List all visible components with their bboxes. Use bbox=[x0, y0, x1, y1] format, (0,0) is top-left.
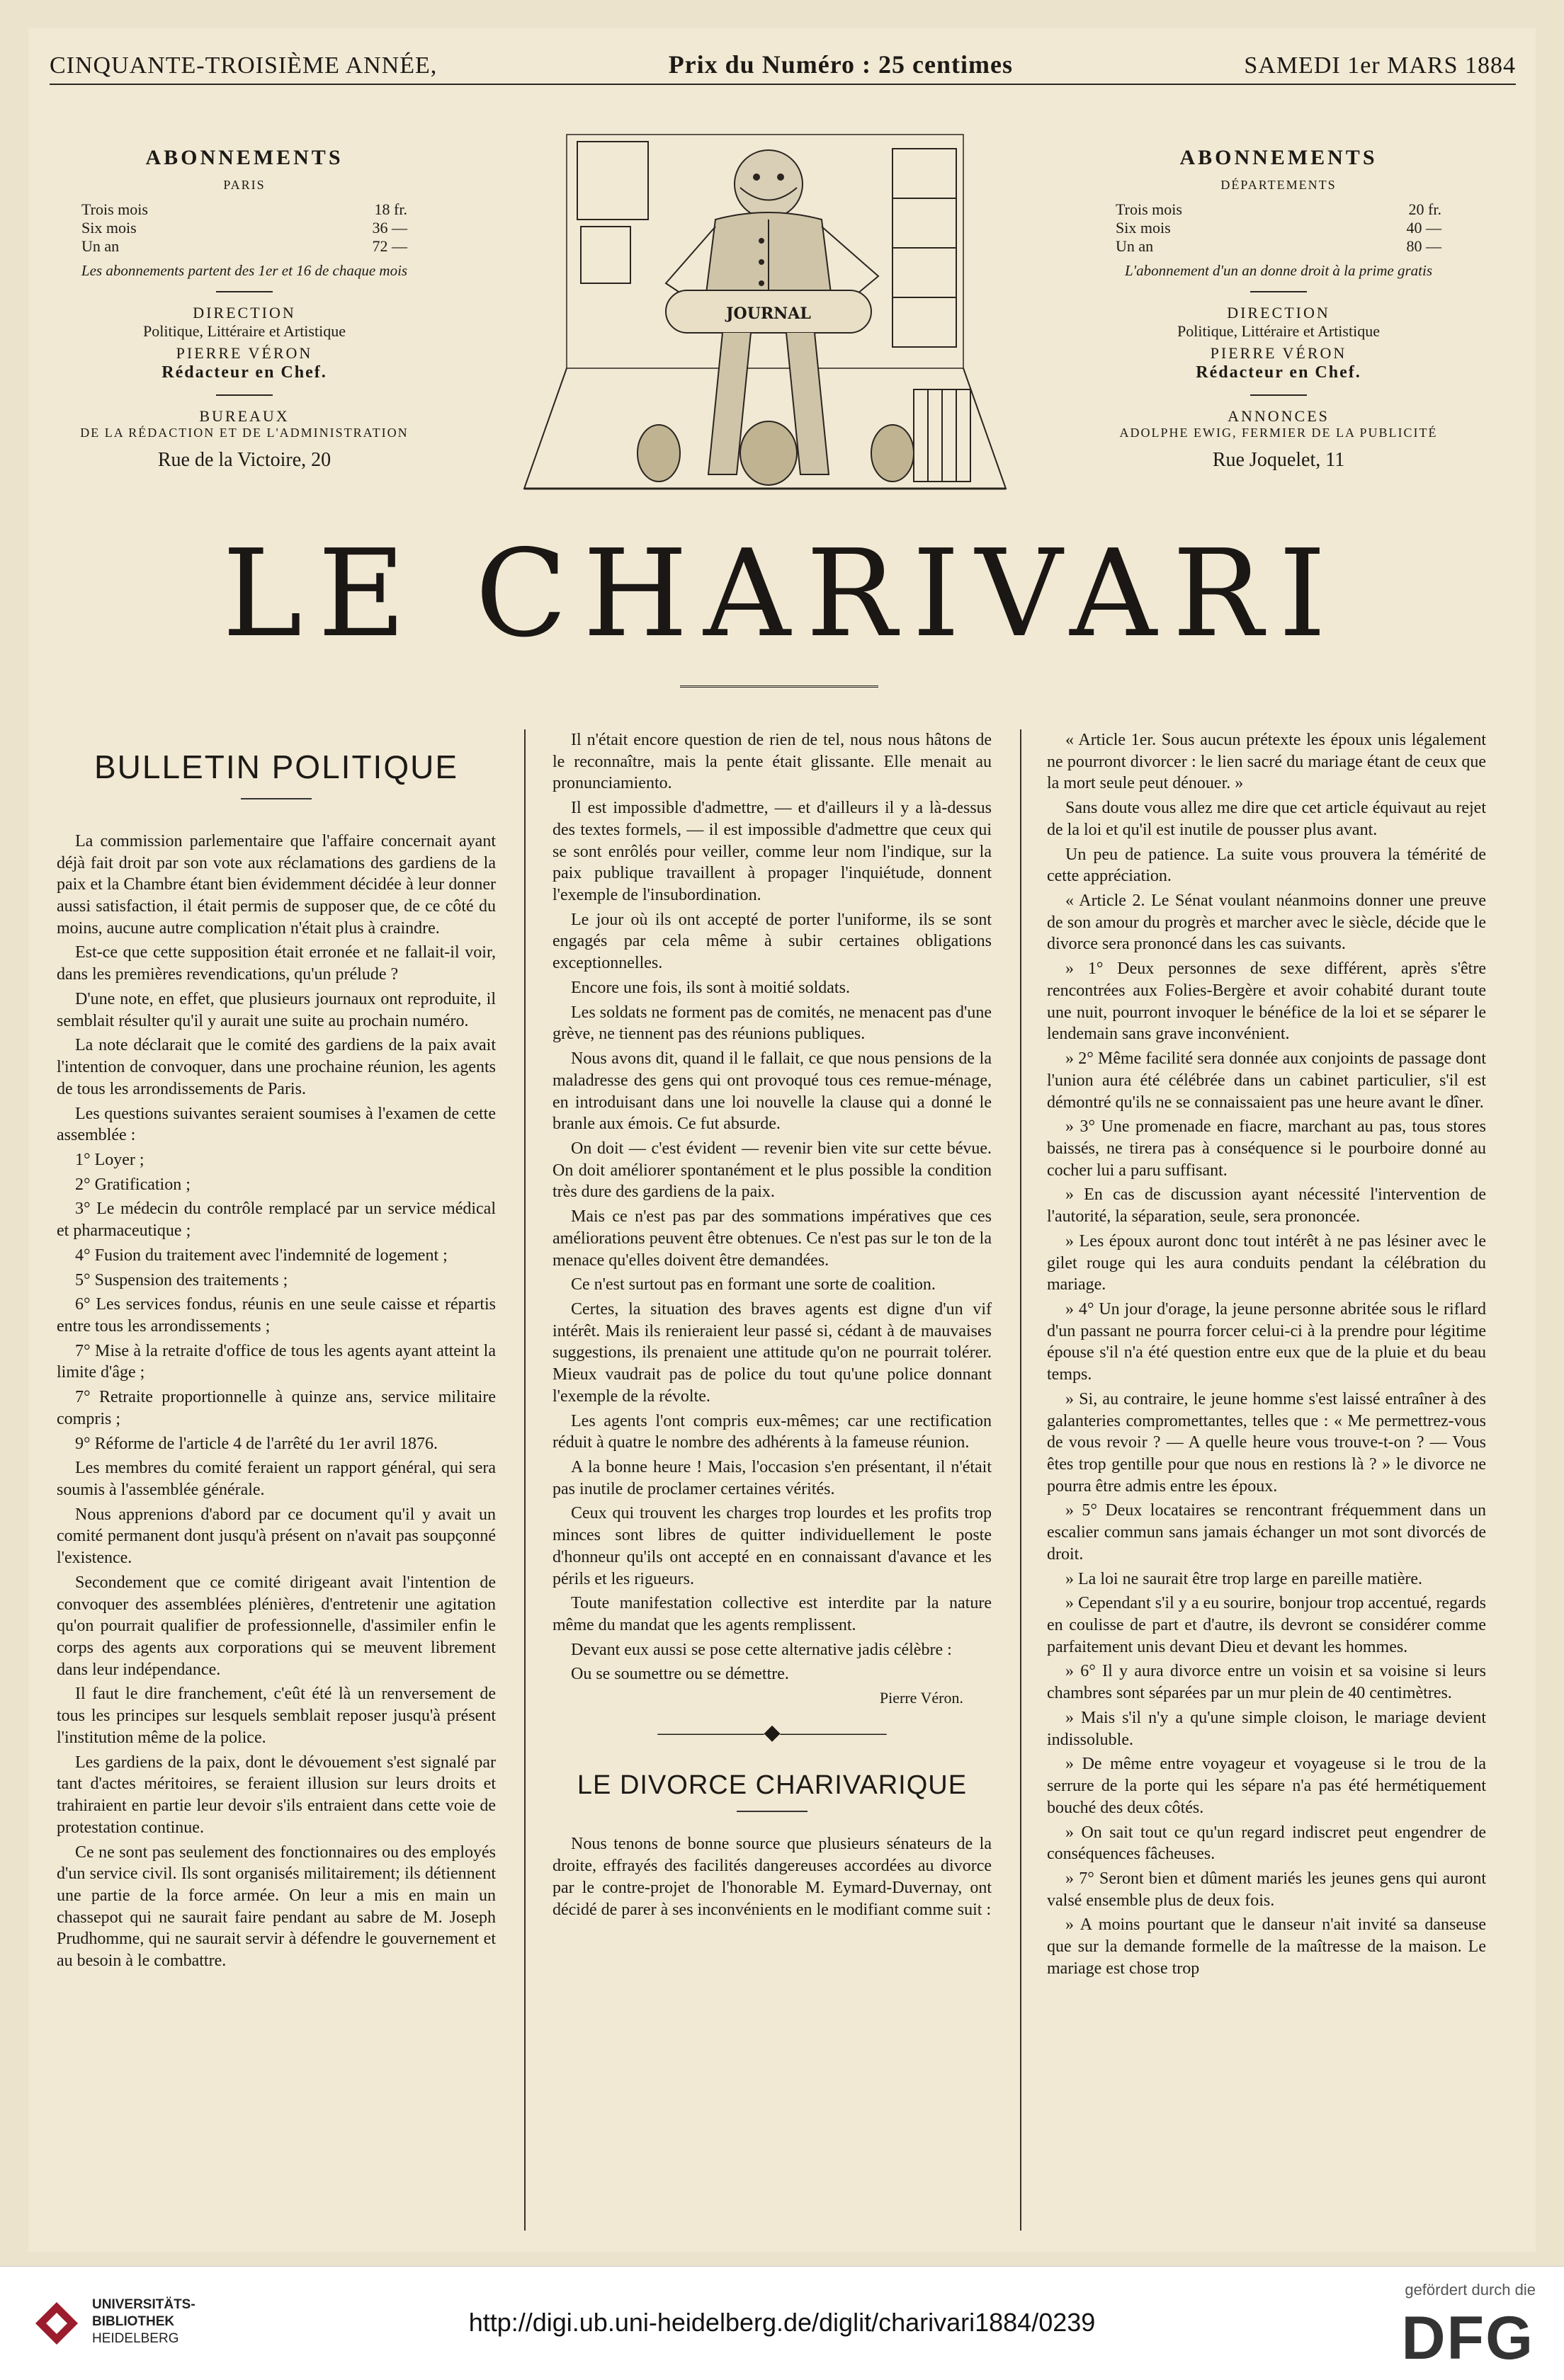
bulletin-title: BULLETIN POLITIQUE bbox=[94, 748, 458, 785]
right-subheading: DÉPARTEMENTS bbox=[1220, 178, 1337, 192]
article-paragraph: Certes, la situation des braves agents est digne d'un vif intérêt. Mais ils renieraient leur passé si, cédant à de mauvaises suggestions, ils prenaient une attitude qu'on ne pourrait tolérer. Mieux vaudrait pas de police du tout qu'une police donnant l'exemple de la révolte. bbox=[552, 1299, 992, 1406]
right-office: ANNONCES bbox=[1228, 406, 1330, 425]
bulletin-paragraph: 3° Le médecin du contrôle remplacé par un service médical et pharmaceutique ; bbox=[57, 1200, 496, 1241]
right-role: Rédacteur en Chef. bbox=[1196, 363, 1361, 382]
bulletin-paragraph: Est-ce que cette supposition était erronée et ne fallait-il voir, dans les premières revendications, qu'un prélude ? bbox=[57, 943, 496, 984]
divorce-paragraph: » On sait tout ce qu'un regard indiscret peut engendrer de conséquences fâcheuses. bbox=[1047, 1823, 1486, 1864]
rate-label: Un an bbox=[81, 237, 120, 256]
right-office-desc: ADOLPHE EWIG, FERMIER DE LA PUBLICITÉ bbox=[1119, 426, 1438, 440]
divorce-paragraph: » 5° Deux locataires se rencontrant fréquemment dans un escalier commun sans jamais échanger un mot sont divorcés de droit. bbox=[1047, 1501, 1486, 1564]
column-divorce bbox=[1047, 729, 1486, 1983]
uni-line-1: UNIVERSITÄTS- bbox=[92, 2297, 196, 2312]
left-role: Rédacteur en Chef. bbox=[162, 363, 327, 382]
article-paragraph: A la bonne heure ! Mais, l'occasion s'en présentant, il n'était pas inutile de proclamer certaines vérités. bbox=[552, 1458, 992, 1498]
right-address: Rue Joquelet, 11 bbox=[1212, 448, 1345, 471]
article-paragraph: Devant eux aussi se pose cette alternative jadis célèbre : bbox=[571, 1640, 952, 1659]
title-ornament bbox=[680, 685, 878, 688]
divider bbox=[1250, 394, 1307, 396]
divorce-paragraph: » 2° Même facilité sera donnée aux conjoints de passage dont l'union aura été célébrée dans un cabinet particulier, s'il est démontré qu'ils ne se connaissaient pas une heure avant le dîner. bbox=[1047, 1049, 1486, 1112]
divorce-paragraph: » Si, au contraire, le jeune homme s'est laissé entraîner à des galanteries compromettantes, telles que : « Me permettrez-vous de vous revoir ? — A quelle heure vous trouve-t-on ? — Vous êtes trop gentille pour que nous en restions là ? » le divorce ne pourra être admis entre les époux. bbox=[1047, 1389, 1486, 1496]
bulletin-paragraph: 2° Gratification ; bbox=[75, 1175, 191, 1194]
uni-line-2: BIBLIOTHEK bbox=[92, 2313, 175, 2329]
uni-line-3: HEIDELBERG bbox=[92, 2330, 179, 2346]
right-heading: ABONNEMENTS bbox=[1179, 146, 1378, 169]
left-address: Rue de la Victoire, 20 bbox=[157, 448, 332, 471]
bulletin-paragraph: La commission parlementaire que l'affaire concernait ayant déjà fait droit par son vote aux réclamations des gardiens de la paix et la Chambre étant bien évidemment décidée à leur donner aussi satisfaction, il était permis de supposer que, de ce côté du moins, aucune autre complication n'était plus à craindre. bbox=[57, 831, 496, 938]
divorce-paragraph: » A moins pourtant que le danseur n'ait invité sa danseuse que sur la demande formelle de la maîtresse de la maison. Le mariage est chose trop bbox=[1047, 1915, 1486, 1978]
bulletin-paragraph: 7° Mise à la retraite d'office de tous les agents ayant atteint la limite d'âge ; bbox=[57, 1341, 496, 1382]
divorce-paragraph: « Article 1er. Sous aucun prétexte les époux unis légalement ne pourront divorcer : le lien sacré du mariage étant de ceux que la mort seule peut dénouer. » bbox=[1047, 731, 1486, 793]
bulletin-paragraph: Nous apprenions d'abord par ce document qu'il y avait un comité permanent dont jusqu'à présent on n'avait pas soupçonné l'existence. bbox=[57, 1505, 496, 1568]
bulletin-paragraph: Les questions suivantes seraient soumises à l'examen de cette assemblée : bbox=[57, 1104, 496, 1145]
bulletin-paragraph: Les gardiens de la paix, dont le dévouement s'est signalé par tant d'actes méritoires, se feraient illusion sur leurs droits et trahiraient en partie leur devoir s'ils entraient dans cette voie de protestation continue. bbox=[57, 1753, 496, 1837]
column-rule bbox=[1020, 729, 1021, 2231]
left-subscription-box bbox=[42, 145, 446, 472]
dfg-logo: DFG bbox=[1401, 2304, 1534, 2372]
column-bulletin bbox=[57, 729, 496, 1975]
article-paragraph: Mais ce n'est pas par des sommations impératives que ces améliorations peuvent être obtenues. Ce n'est pas sur le ton de la menace qu'elles doivent être demandées. bbox=[552, 1207, 992, 1270]
date-label: SAMEDI 1er MARS 1884 bbox=[1244, 52, 1516, 79]
rate-price: 18 fr. bbox=[374, 200, 407, 218]
bulletin-paragraph: Il faut le dire franchement, c'eût été là un renversement de tous les principes sur lesquels semblait reposer jusqu'à présent l'institution même de la police. bbox=[57, 1685, 496, 1747]
article-paragraph: Les agents l'ont compris eux-mêmes; car une rectification réduit à quatre le nombre des adhérents à la fameuse réunion. bbox=[552, 1411, 992, 1452]
newspaper-title: LE CHARIVARI bbox=[222, 524, 1342, 664]
rate-price: 20 fr. bbox=[1408, 200, 1441, 218]
header-rule bbox=[50, 84, 1516, 85]
bulletin-paragraph: 4° Fusion du traitement avec l'indemnité de logement ; bbox=[75, 1246, 448, 1265]
divorce-paragraph: » 4° Un jour d'orage, la jeune personne abritée sous le riflard d'un passant ne pourra forcer celui-ci à la prendre pour légitime épouse s'il n'a été question entre eux que de la pluie et du beau temps. bbox=[1047, 1299, 1486, 1384]
bulletin-paragraph: 5° Suspension des traitements ; bbox=[75, 1270, 288, 1289]
divorce-paragraph: » Cependant s'il y a eu sourire, bonjour trop accentué, regards en coulisse de part et d'autre, ils devront se considérer comme parfaitement unis devant Dieu et devant les hommes. bbox=[1047, 1594, 1486, 1656]
column-middle bbox=[552, 729, 992, 1923]
signature: Pierre Véron. bbox=[879, 1689, 963, 1707]
divorce-paragraph: » 1° Deux personnes de sexe différent, après s'être rencontrées aux Folies-Bergère et avoir cohabité durant toute une nuit, pourront invoquer le bénéfice de la loi et se séparer le lendemain sans grave inconvénient. bbox=[1047, 960, 1486, 1044]
divider bbox=[216, 291, 273, 292]
divorce-title: LE DIVORCE CHARIVARIQUE bbox=[577, 1770, 968, 1800]
divorce-paragraph: » En cas de discussion ayant nécessité l'intervention de l'autorité, la séparation, seule, sera prononcée. bbox=[1047, 1185, 1486, 1226]
bulletin-paragraph: 7° Retraite proportionnelle à quinze ans, service militaire compris ; bbox=[57, 1388, 496, 1428]
article-paragraph: Le jour où ils ont accepté de porter l'uniforme, ils se sont engagés par cela même à subir certaines obligations exceptionnelles. bbox=[552, 910, 992, 973]
right-note: L'abonnement d'un an donne droit à la prime gratis bbox=[1124, 261, 1433, 279]
divorce-paragraph: » 7° Seront bien et dûment mariés les jeunes gens qui auront valsé ensemble plus de deux fois. bbox=[1047, 1869, 1486, 1910]
year-label: CINQUANTE-TROISIÈME ANNÉE, bbox=[50, 52, 438, 79]
rate-label: Six mois bbox=[81, 218, 137, 237]
divorce-paragraph: « Article 2. Le Sénat voulant néanmoins donner une preuve de son amour du progrès et marcher avec le siècle, décide que le divorce sera prononcé dans les cas suivants. bbox=[1047, 892, 1486, 954]
divorce-paragraph: » Les époux auront donc tout intérêt à ne pas lésiner avec le gilet rouge qui les aura conduits pendant la célébration du mariage. bbox=[1047, 1231, 1486, 1294]
ornament: —————◆————— bbox=[657, 1721, 887, 1745]
article-paragraph: Ceux qui trouvent les charges trop lourdes et les profits trop minces sont libres de quitter individuellement le poste d'honneur qu'ils ont accepté en en connaissant d'avance et les périls et les rigueurs. bbox=[552, 1504, 992, 1588]
rate-label: Un an bbox=[1116, 237, 1154, 256]
article-paragraph: Toute manifestation collective est interdite par la nature même du mandat que les agents remplissent. bbox=[552, 1594, 992, 1635]
right-direction-desc: Politique, Littéraire et Artistique bbox=[1177, 322, 1380, 341]
bulletin-paragraph: Les membres du comité feraient un rapport général, qui sera soumis à l'assemblée générale. bbox=[57, 1459, 496, 1499]
divider bbox=[1250, 291, 1307, 292]
left-rates bbox=[81, 200, 407, 256]
rate-label: Six mois bbox=[1116, 218, 1171, 237]
article-paragraph: Ce n'est surtout pas en formant une sorte de coalition. bbox=[571, 1275, 936, 1294]
bulletin-paragraph: 1° Loyer ; bbox=[75, 1150, 144, 1169]
footer-bar bbox=[0, 2266, 1564, 2380]
article-paragraph: Nous avons dit, quand il le fallait, ce que nous pensions de la maladresse des gens qui ont provoqué tous ces remue-ménage, en introduisant dans une loi nouvelle la clause qui a donné le branle aux émois. Ce fut absurde. bbox=[552, 1049, 992, 1134]
bulletin-paragraph: D'une note, en effet, que plusieurs journaux ont reproduite, il semblait résulter qu'il y aurait une suite au prochain numéro. bbox=[57, 989, 496, 1030]
article-paragraph: Les soldats ne forment pas de comités, ne menacent pas d'une grève, ne tiennent pas des réunions publiques. bbox=[552, 1003, 992, 1044]
rate-price: 72 — bbox=[372, 237, 407, 256]
divorce-paragraph: Nous tenons de bonne source que plusieurs sénateurs de la droite, effrayés des facilités dangereuses accordées au divorce par le contre-projet de l'honorable M. Eymard-Duvernay, ont décidé de parer à ses inconvénients en le modifiant comme suit : bbox=[552, 1835, 992, 1919]
divorce-paragraph: Sans doute vous allez me dire que cet article équivaut au rejet de la loi et qu'il est inutile de pousser plus avant. bbox=[1047, 799, 1486, 839]
rate-label: Trois mois bbox=[1116, 200, 1182, 218]
divorce-paragraph: » De même entre voyageur et voyageuse si le trou de la serrure de la porte qui les sépare n'a pas été hermétiquement bouché des deux côtés. bbox=[1047, 1755, 1486, 1817]
right-rates bbox=[1116, 200, 1441, 256]
article-paragraph: On doit — c'est évident — revenir bien vite sur cette bévue. On doit améliorer spontanément et le plus possible la condition très dure des gardiens de la paix. bbox=[552, 1139, 992, 1202]
bulletin-paragraph: Ce ne sont pas seulement des fonctionnaires ou des employés d'un service civil. Ils sont organisés militairement; ils détiennent une partie de la force armée. On leur a mis en main un chassepot qui ne saurait faire pendant au sabre de M. Joseph Prudhomme, qui ne saurait servir à défendre le gouvernement et au besoin à le combattre. bbox=[57, 1843, 496, 1971]
article-paragraph: Il n'était encore question de rien de tel, nous nous hâtons de le reconnaître, mais la pente était glissante. Elle menait au pronunciamiento. bbox=[552, 731, 992, 793]
source-link[interactable]: http://digi.ub.uni-heidelberg.de/diglit/charivari1884/0239 bbox=[468, 2308, 1096, 2337]
bulletin-paragraph: Secondement que ce comité dirigeant avait l'intention de convoquer des assemblées plénières, d'entretenir une agitation qu'on pourrait qualifier de professionnelle, d'assimiler enfin le corps des agents aux corporations qui se meuvent librement dans leur indépendance. bbox=[57, 1573, 496, 1679]
right-subscription-box bbox=[1077, 145, 1480, 472]
rate-price: 80 — bbox=[1406, 237, 1441, 256]
journal-banner: JOURNAL bbox=[726, 304, 811, 323]
left-heading: ABONNEMENTS bbox=[145, 146, 344, 169]
bulletin-paragraph: 6° Les services fondus, réunis en une seule caisse et répartis entre tous les arrondissements ; bbox=[57, 1295, 496, 1336]
bulletin-paragraph: La note déclarait que le comité des gardiens de la paix avait l'intention de convoquer, dans une prochaine réunion, les agents de tous les arrondissements de Paris. bbox=[57, 1036, 496, 1098]
divorce-paragraph: » La loi ne saurait être trop large en pareille matière. bbox=[1065, 1569, 1422, 1588]
left-rate-row bbox=[81, 200, 407, 219]
left-rate-row bbox=[81, 219, 407, 237]
divider bbox=[241, 798, 312, 799]
left-rate-row bbox=[81, 237, 407, 256]
left-office-desc: DE LA RÉDACTION ET DE L'ADMINISTRATION bbox=[80, 426, 409, 440]
price-label: Prix du Numéro : 25 centimes bbox=[668, 50, 1013, 79]
right-director: PIERRE VÉRON bbox=[1210, 343, 1347, 362]
divorce-paragraph: » Mais s'il n'y a qu'une simple cloison, le mariage devient indissoluble. bbox=[1047, 1708, 1486, 1749]
left-subheading: PARIS bbox=[223, 178, 266, 192]
article-paragraph: Ou se soumettre ou se démettre. bbox=[571, 1665, 789, 1684]
divorce-paragraph: Un peu de patience. La suite vous prouvera la témérité de cette appréciation. bbox=[1047, 845, 1486, 886]
divider bbox=[216, 394, 273, 396]
right-rate-row bbox=[1116, 219, 1441, 237]
divorce-paragraph: » 6° Il y aura divorce entre un voisin et sa voisine si leurs chambres sont séparées par un mur plein de 40 centimètres. bbox=[1047, 1662, 1486, 1703]
rate-label: Trois mois bbox=[81, 200, 148, 218]
divorce-paragraph: » 3° Une promenade en fiacre, marchant au pas, tous stores baissés, ne tirera pas à conséquence si le pourboire donné au cocher lui a paru suffisant. bbox=[1047, 1117, 1486, 1180]
right-direction: DIRECTION bbox=[1227, 303, 1330, 321]
left-office: BUREAUX bbox=[199, 406, 290, 425]
header-line bbox=[50, 50, 1516, 79]
article-paragraph: Encore une fois, ils sont à moitié soldats. bbox=[571, 978, 850, 997]
right-rate-row bbox=[1116, 200, 1441, 219]
masthead-illustration bbox=[496, 120, 1034, 524]
divider bbox=[737, 1811, 808, 1812]
left-director: PIERRE VÉRON bbox=[176, 343, 313, 362]
left-direction: DIRECTION bbox=[193, 303, 296, 321]
bulletin-paragraph: 9° Réforme de l'article 4 de l'arrêté du 1er avril 1876. bbox=[75, 1434, 438, 1453]
left-direction-desc: Politique, Littéraire et Artistique bbox=[143, 322, 346, 341]
funded-by-label: gefördert durch die bbox=[1405, 2281, 1536, 2299]
article-paragraph: Il est impossible d'admettre, — et d'ailleurs il y a là-dessus des textes formels, — il est impossible d'admettre que ceux qui se sont enrôlés pour veiller, comme leur nom l'indique, sur la paix publique travaillent à propager l'inquiétude, donnent l'exemple de l'insubordination. bbox=[552, 799, 992, 905]
right-rate-row bbox=[1116, 237, 1441, 256]
rate-price: 40 — bbox=[1406, 218, 1441, 237]
rate-price: 36 — bbox=[372, 218, 407, 237]
left-note: Les abonnements partent des 1er et 16 de chaque mois bbox=[81, 261, 408, 279]
column-rule bbox=[524, 729, 526, 2231]
